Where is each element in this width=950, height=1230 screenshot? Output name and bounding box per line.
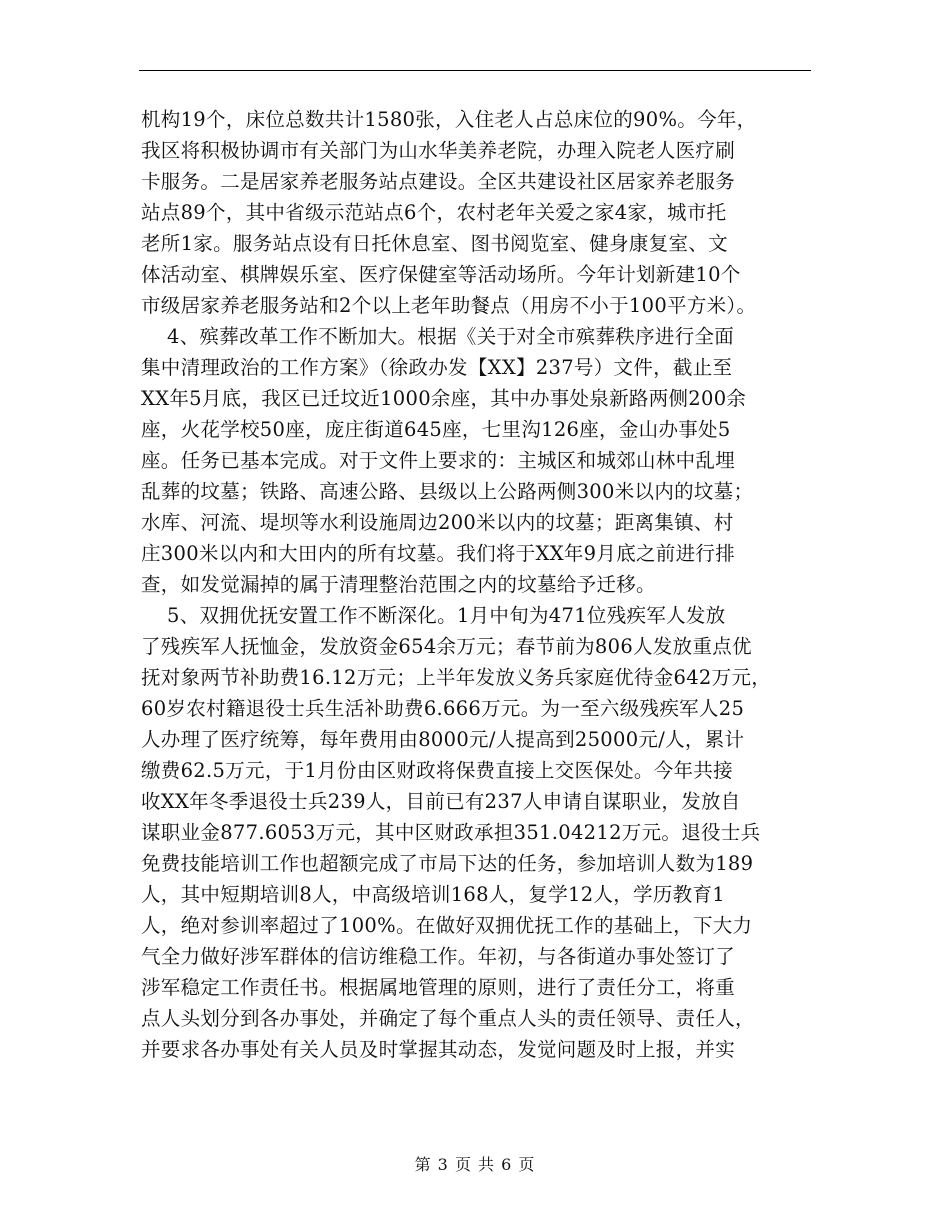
- text-line: 集中清理政治的工作方案》（徐政办发【XX】237号）文件，截止至: [141, 356, 733, 379]
- text-line: 涉军稳定工作责任书。根据属地管理的原则，进行了责任分工，将重: [141, 976, 736, 999]
- text-line: 缴费62.5万元，于1月份由区财政将保费直接上交医保处。今年共接: [141, 759, 733, 782]
- text-line: 人办理了医疗统筹，每年费用由8000元/人提高到25000元/人，累计: [141, 728, 745, 751]
- text-line: 60岁农村籍退役士兵生活补助费6.666万元。为一至六级残疾军人25: [141, 697, 745, 720]
- text-line: 水库、河流、堤坝等水利设施周边200米以内的坟墓；距离集镇、村: [141, 511, 734, 534]
- text-line: 4、殡葬改革工作不断加大。根据《关于对全市殡葬秩序进行全面: [141, 325, 735, 348]
- text-line: 人，其中短期培训8人，中高级培训168人，复学12人，学历教育1: [141, 883, 725, 906]
- text-line: 点人头划分到各办事处，并确定了每个重点人头的责任领导、责任人，: [141, 1007, 755, 1030]
- header-rule: [139, 70, 811, 71]
- text-line: 座，火花学校50座，庞庄街道645座，七里沟126座，金山办事处5: [141, 418, 731, 441]
- text-line: 体活动室、棋牌娱乐室、医疗保健室等活动场所。今年计划新建10个: [141, 263, 741, 286]
- text-line: 了残疾军人抚恤金，发放资金654余万元；春节前为806人发放重点优: [141, 635, 752, 658]
- text-line: XX年5月底，我区已迁坟近1000余座，其中办事处泉新路两侧200余: [141, 387, 747, 410]
- text-line: 5、双拥优抚安置工作不断深化。1月中旬为471位残疾军人发放: [141, 604, 726, 627]
- page-number-footer: 第 3 页 共 6 页: [414, 1155, 536, 1174]
- document-body: [141, 104, 813, 1065]
- text-line: 并要求各办事处有关人员及时掌握其动态，发觉问题及时上报，并实: [141, 1038, 736, 1061]
- text-line: 抚对象两节补助费16.12万元；上半年发放义务兵家庭优待金642万元，: [141, 666, 772, 689]
- text-line: 站点89个，其中省级示范站点6个，农村老年关爱之家4家，城市托: [141, 201, 727, 224]
- text-line: 市级居家养老服务站和2个以上老年助餐点（用房不小于100平方米）。: [141, 294, 757, 317]
- text-line: 气全力做好涉军群体的信访维稳工作。年初，与各街道办事处签订了: [141, 945, 736, 968]
- text-line: 庄300米以内和大田内的所有坟墓。我们将于XX年9月底之前进行排: [141, 542, 735, 565]
- text-line: 我区将积极协调市有关部门为山水华美养老院，办理入院老人医疗刷: [141, 139, 736, 162]
- text-line: 机构19个，床位总数共计1580张，入住老人占总床位的90%。今年，: [141, 108, 757, 131]
- text-line: 人，绝对参训率超过了100%。在做好双拥优抚工作的基础上，下大力: [141, 914, 753, 937]
- text-line: 免费技能培训工作也超额完成了市局下达的任务，参加培训人数为189: [141, 852, 754, 875]
- text-line: 老所1家。服务站点设有日托休息室、图书阅览室、健身康复室、文: [141, 232, 728, 255]
- text-line: 收XX年冬季退役士兵239人，目前已有237人申请自谋职业，发放自: [141, 790, 741, 813]
- text-line: 乱葬的坟墓；铁路、高速公路、县级以上公路两侧300米以内的坟墓；: [141, 480, 754, 503]
- text-line: 座。任务已基本完成。对于文件上要求的：主城区和城郊山林中乱埋: [141, 449, 736, 472]
- text-line: 查，如发觉漏掉的属于清理整治范围之内的坟墓给予迁移。: [141, 573, 656, 596]
- text-line: 卡服务。二是居家养老服务站点建设。全区共建设社区居家养老服务: [141, 170, 736, 193]
- text-line: 谋职业金877.6053万元，其中区财政承担351.04212万元。退役士兵: [141, 821, 761, 844]
